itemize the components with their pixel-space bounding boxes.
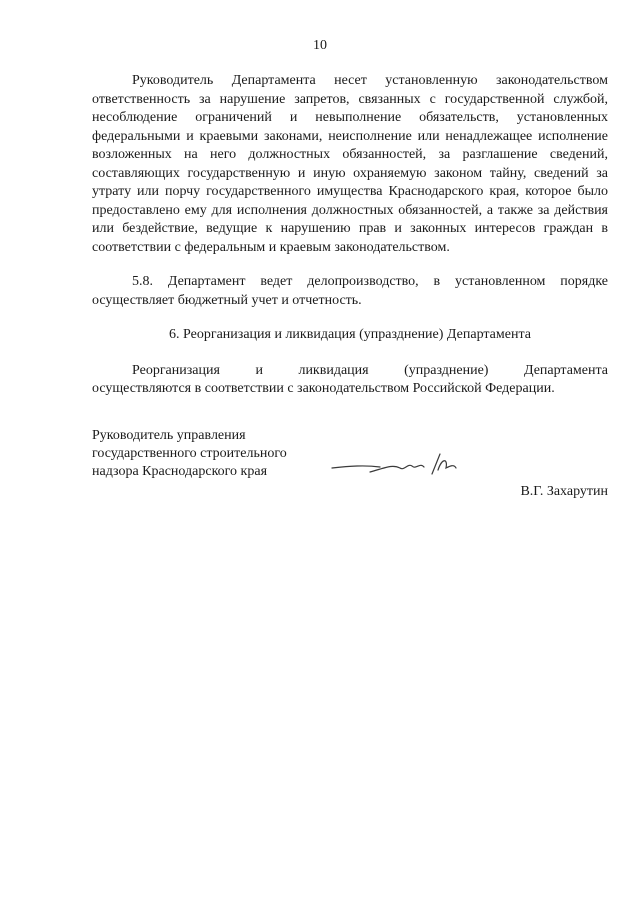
handwritten-signature: [330, 448, 470, 484]
records-paragraph-text: 5.8. Департамент ведет делопроизводство, в установленном порядке осуществляет бюджетный учет и отчетность.: [92, 274, 608, 308]
signature-title-block: [92, 427, 287, 481]
reorganization-paragraph-line2: осуществляются в соответствии с законодательством Российской Федерации.: [92, 381, 555, 396]
reorganization-paragraph-line1-text: Реорганизация и ликвидация (упразднение) Департамента: [132, 363, 608, 378]
section-heading: 6. Реорганизация и ликвидация (упразднение) Департамента: [169, 327, 531, 342]
signer-name: В.Г. Захарутин: [520, 484, 608, 499]
signature-stroke: [332, 454, 456, 474]
page-number: 10: [313, 38, 327, 53]
records-paragraph: [92, 273, 608, 310]
signature-title-line-3: надзора Краснодарского края: [92, 464, 268, 479]
responsibility-paragraph-text: Руководитель Департамента несет установленную законодательством ответственность за нарушение запретов, связанных с государственной службой, несоблюдение ограничений и невыполнение обязательств, установленных федеральными и краевыми законами, неисполнение или ненадлежащее исполнение возложенных на него должностных обязанностей, за разглашение сведений, составляющих государственную и иную охраняемую законом тайну, сведений за утрату или порчу государственного имущества Краснодарского края, которое было предоставлено ему для исполнения должностных обязанностей, а также за действия или бездействие, ведущие к нарушению прав и законных интересов граждан в соответствии с федеральным и краевым законодательством.: [92, 73, 608, 255]
reorganization-paragraph-line1: [92, 362, 608, 381]
signature-title-line-1: Руководитель управления: [92, 428, 246, 443]
responsibility-paragraph: [92, 72, 608, 257]
signature-title-line-2: государственного строительного: [92, 446, 287, 461]
